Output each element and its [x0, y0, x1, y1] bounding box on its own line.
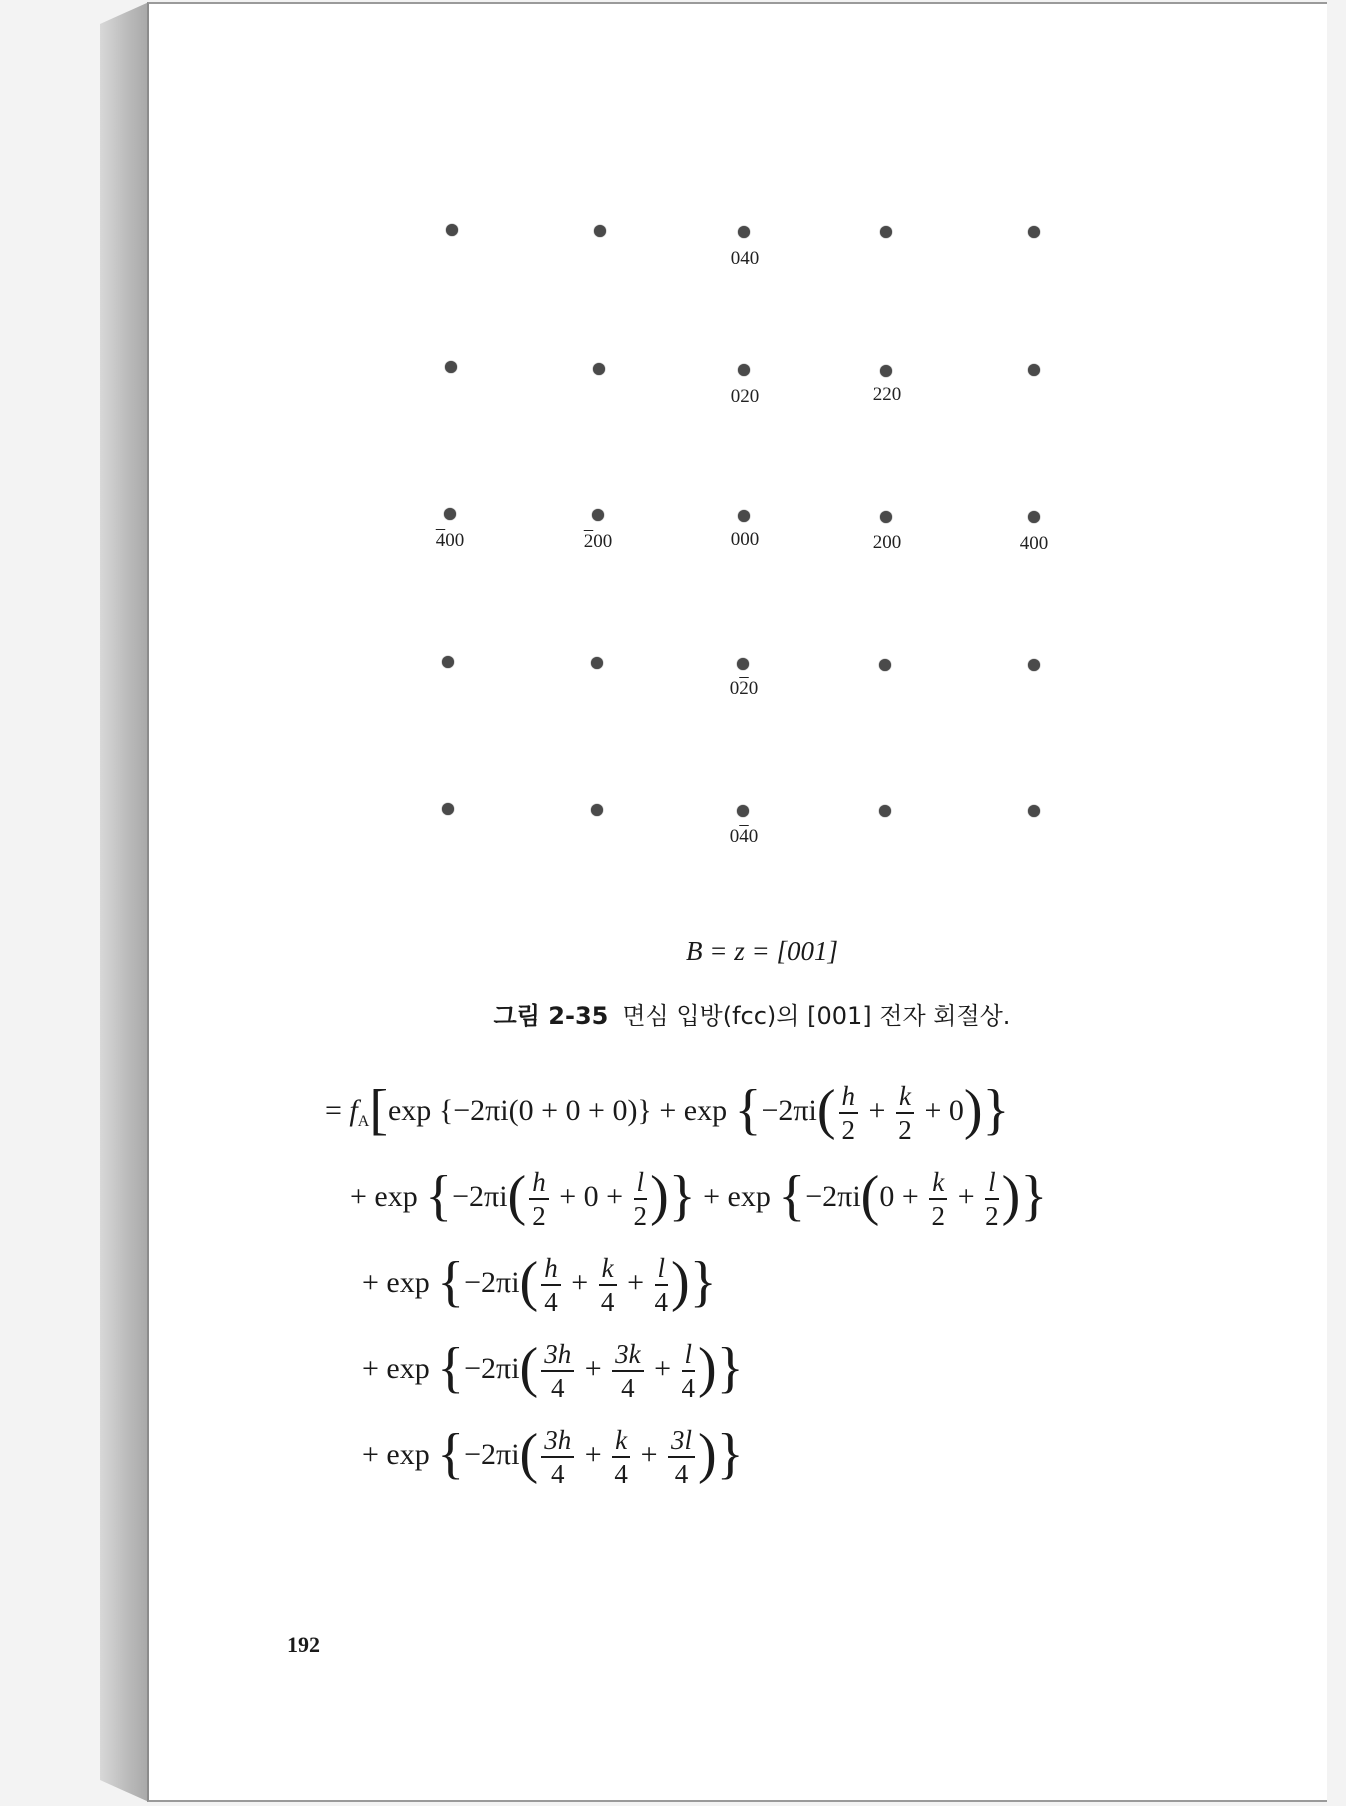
fraction: $\frac{h}{2}$	[529, 1168, 549, 1231]
diffraction-spot	[880, 226, 892, 238]
spot-label-000: 000	[730, 529, 760, 550]
diffraction-spot	[592, 509, 604, 521]
diffraction-spot	[1028, 805, 1040, 817]
spot-label-0m20	[730, 678, 759, 700]
m2pii: −2πi	[761, 1094, 817, 1128]
paren: (	[816, 1079, 836, 1142]
diffraction-spot	[591, 804, 603, 816]
spot-label-200: 200	[872, 532, 902, 553]
bar-digit: 4	[739, 826, 749, 847]
diffraction-spot	[594, 225, 606, 237]
diffraction-spot	[593, 363, 605, 375]
label-rest: 00	[445, 530, 465, 551]
spot-label-220: 220	[872, 384, 902, 405]
equation-line-2: + exp {−2πi( $\frac{h}{2}$ + 0 + $\frac{l}{2}$ )} + exp {−2πi(0 + $\frac{k}{2}$ + $\frac{l}{2}$ )}	[350, 1165, 1048, 1232]
bar-digit: 2	[739, 678, 749, 699]
f-symbol: f	[349, 1094, 358, 1128]
equation-line-5: + exp {−2πi( $\frac{3h}{4}$ + $\frac{k}{4}$ + $\frac{3l}{4}$ )}	[362, 1423, 744, 1490]
fraction: $\frac{3l}{4}$	[668, 1426, 695, 1489]
bar-digit: 4	[435, 530, 446, 551]
diffraction-spot	[738, 364, 750, 376]
spot-label-m200	[584, 531, 613, 553]
spot-label-400: 400	[1019, 533, 1049, 554]
label-end: 0	[748, 678, 759, 699]
paren: )	[963, 1079, 983, 1142]
caption-text: 면심 입방(fcc)의 [001] 전자 회절상.	[622, 1002, 1011, 1030]
spot-label-040: 040	[730, 248, 760, 269]
zone-axis-label: B = z = [001]	[686, 936, 838, 966]
diffraction-spot	[1028, 226, 1040, 238]
fraction: $\frac{l}{4}$	[681, 1339, 696, 1404]
bar-digit: 2	[583, 531, 594, 552]
fraction: $\frac{3k}{4}$	[612, 1340, 643, 1403]
spot-label-020: 020	[730, 386, 760, 407]
diffraction-spot	[591, 657, 603, 669]
fraction: $\frac{h}{4}$	[541, 1254, 561, 1317]
exp: exp	[387, 1094, 432, 1128]
diffraction-spot	[444, 508, 456, 520]
caption-number: 그림 2-35	[493, 1002, 609, 1030]
diffraction-spot	[442, 656, 454, 668]
spot-label-m400	[436, 530, 465, 552]
diffraction-spot	[446, 224, 458, 236]
figure-caption	[494, 996, 1011, 1031]
diffraction-spot	[879, 805, 891, 817]
fraction: $\frac{3h}{4}$	[541, 1340, 574, 1403]
equation-line-4: + exp {−2πi( $\frac{3h}{4}$ + $\frac{3k}{4}$ + $\frac{l}{4}$ )}	[362, 1337, 744, 1404]
fraction: $\frac{h}{2}$	[839, 1082, 859, 1145]
fraction: $\frac{3h}{4}$	[541, 1426, 574, 1489]
diffraction-spot	[442, 803, 454, 815]
page-number: 192	[287, 1632, 320, 1657]
diffraction-spot	[1028, 364, 1040, 376]
diffraction-spot	[879, 659, 891, 671]
fraction: $\frac{l}{4}$	[654, 1253, 669, 1318]
diffraction-spot	[880, 365, 892, 377]
fraction: $\frac{l}{2}$	[633, 1167, 648, 1232]
bracket: [	[369, 1079, 388, 1142]
diffraction-spot	[445, 361, 457, 373]
page	[147, 2, 1327, 1802]
diffraction-spot	[737, 805, 749, 817]
book-spine	[100, 2, 149, 1802]
diffraction-spot	[1028, 659, 1040, 671]
fraction: $\frac{k}{2}$	[896, 1082, 914, 1145]
diffraction-spot	[1028, 511, 1040, 523]
diffraction-spot	[737, 658, 749, 670]
f-subscript: A	[357, 1113, 370, 1131]
label-rest: 00	[593, 531, 613, 552]
diffraction-spot	[738, 510, 750, 522]
equation-line-1: = $f_A[\exp$ {−2πi(0 + 0 + 0)} + exp {−2πi( $\frac{h}{2}$ + $\frac{k}{2}$ + 0)}	[325, 1079, 1010, 1146]
label-start: 0	[729, 826, 740, 847]
brace: {	[734, 1079, 762, 1142]
term-000: {−2πi(0 + 0 + 0)} + exp	[438, 1094, 728, 1128]
fraction: $\frac{k}{4}$	[612, 1426, 630, 1489]
diffraction-spot	[738, 226, 750, 238]
fraction: $\frac{k}{2}$	[929, 1168, 947, 1231]
equation-line-3: + exp {−2πi( $\frac{h}{4}$ + $\frac{k}{4}$ + $\frac{l}{4}$ )}	[362, 1251, 717, 1318]
spot-label-0m40	[730, 826, 759, 848]
diffraction-spot	[880, 511, 892, 523]
brace: }	[982, 1079, 1010, 1142]
label-end: 0	[748, 826, 759, 847]
label-start: 0	[729, 678, 740, 699]
fraction: $\frac{l}{2}$	[985, 1167, 999, 1232]
fraction: $\frac{k}{4}$	[599, 1254, 617, 1317]
